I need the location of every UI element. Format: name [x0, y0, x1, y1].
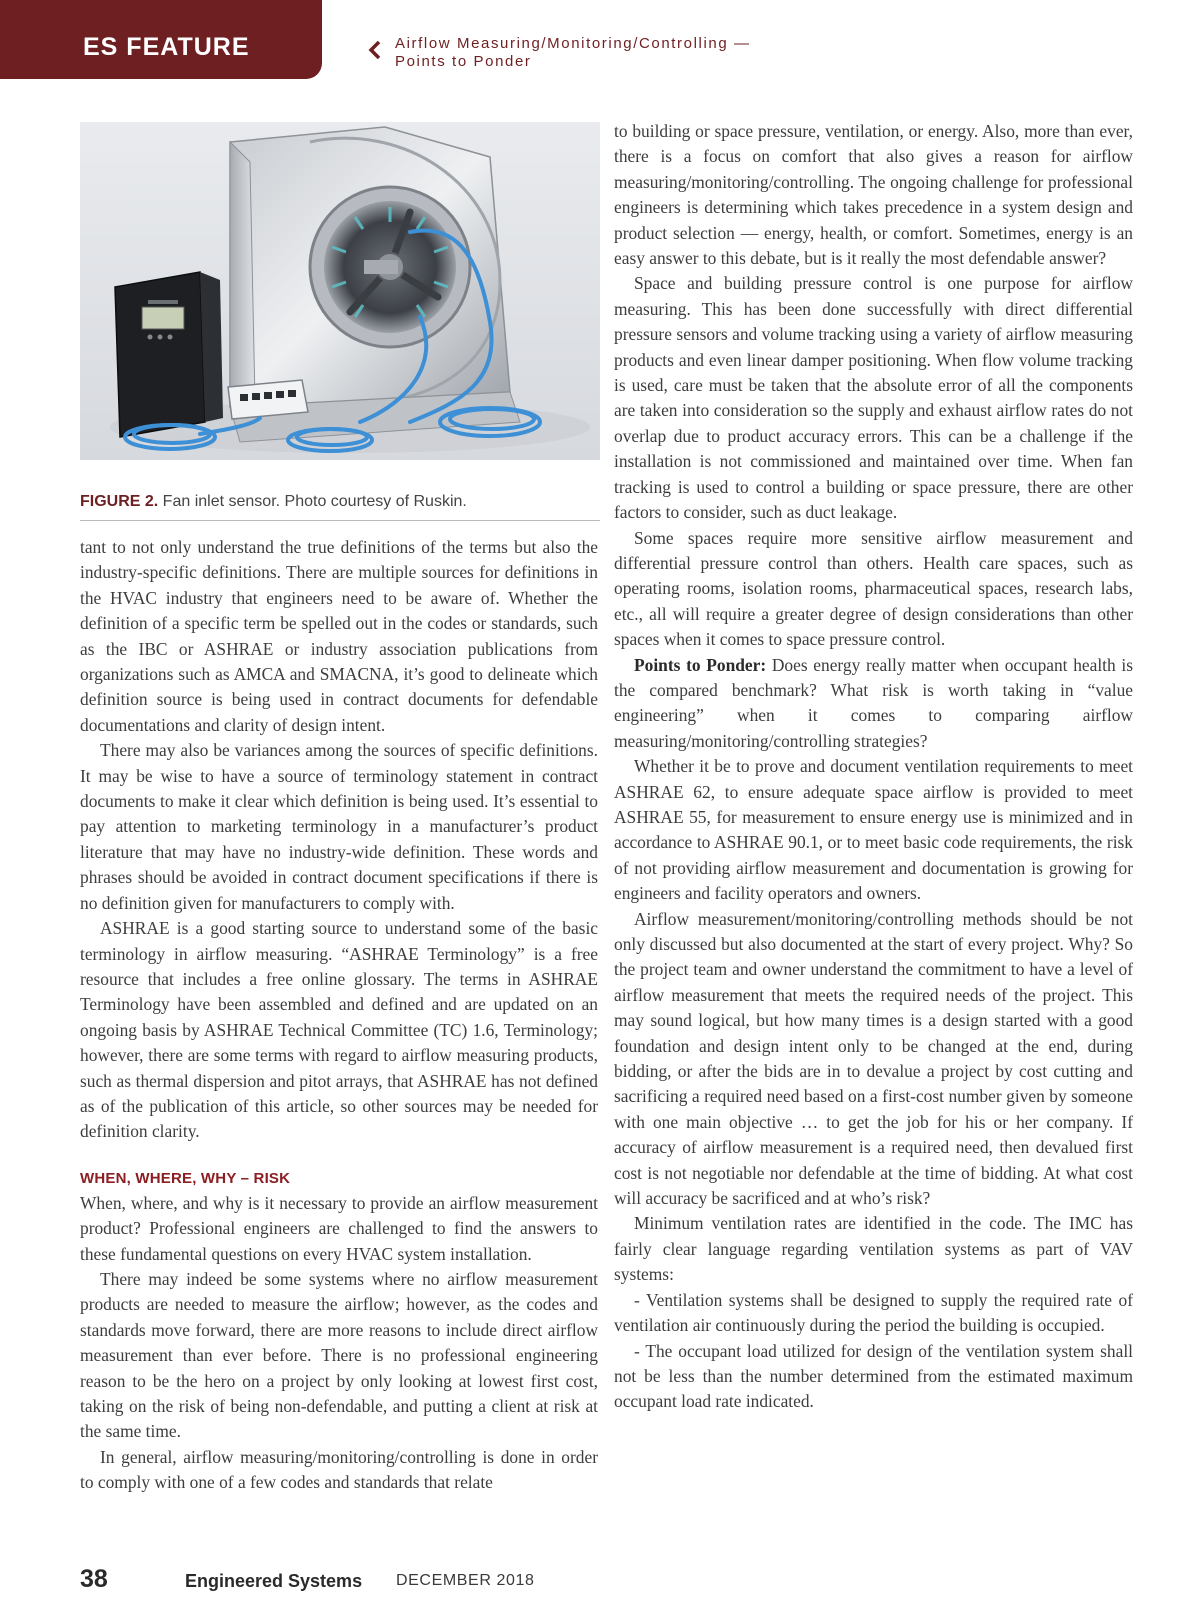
paragraph: Whether it be to prove and document ventilation requirements to meet ASHRAE 62, to ensure adequate space airflow is provided to meet ASHRAE 55, for measurement to ensure energy use is minimized and in accordance to ASHRAE 90.1, or to meet basic code requirements, the risk of not providing airflow measurement and documentation is growing for engineers and facility operators and owners.: [614, 756, 1133, 904]
left-column: [80, 535, 598, 1496]
issue-date: DECEMBER 2018: [396, 1572, 535, 1589]
right-column: [614, 119, 1133, 1415]
paragraph: When, where, and why is it necessary to provide an airflow measurement product? Professional engineers are challenged to find the answers to these fundamental questions on every HVAC system installation.: [80, 1192, 598, 1264]
paragraph: tant to not only understand the true definitions of the terms but also the industry-specific definitions. There are multiple sources for definitions in the HVAC industry that engineers need to be aware of. Whether the definition of a specific term be spelled out in the codes or standards, such as the IBC or ASHRAE or industry association publications from organizations such as AMCA and SMACNA, it’s good to delineate which definition source is being used in contract documents for defendable documentations and clarity of design intent.: [80, 537, 598, 735]
figure-caption-text: Fan inlet sensor. Photo courtesy of Ruskin.: [158, 493, 467, 510]
paragraph: Minimum ventilation rates are identified in the code. The IMC has fairly clear language regarding ventilation systems as part of VAV systems:: [614, 1213, 1133, 1285]
points-to-ponder-text: Does energy really matter when occupant health is the compared benchmark? What risk is worth taking in “value engineering” when it comes to comparing airflow measuring/monitoring/controlling strategies?: [614, 654, 1133, 751]
paragraph: Some spaces require more sensitive airflow measurement and differential pressure control than others. Health care spaces, such as operating rooms, isolation rooms, pharmaceutical spaces, research labs, etc., all will require a greater degree of design considerations than other spaces when it comes to space pressure control.: [614, 527, 1133, 650]
paragraph: There may also be variances among the sources of specific definitions. It may be wise to have a source of terminology statement in contract documents to make it clear which definition is being used. It’s essential to pay attention to marketing terminology in a manufacturer’s product literature that may have no industry-wide definition. These words and phrases should be avoided in contract document specifications if there is no definition given for manufacturers to comply with.: [80, 740, 598, 913]
list-item: - The occupant load utilized for design of the ventilation system shall not be less than the number determined from the estimated maximum occupant load rate indicated.: [614, 1340, 1133, 1412]
page-number: 38: [80, 1565, 108, 1593]
figure-label: FIGURE 2.: [80, 493, 159, 510]
breadcrumb-line-2: Points to Ponder: [395, 53, 532, 70]
section-subheading: WHEN, WHERE, WHY – RISK: [80, 1169, 291, 1187]
publication-name: Engineered Systems: [185, 1571, 363, 1591]
breadcrumb-line-1: Airflow Measuring/Monitoring/Controlling —: [395, 35, 751, 52]
caption-divider: [80, 520, 600, 521]
points-to-ponder-lead: Points to Ponder:: [634, 654, 767, 675]
paragraph-points-to-ponder: [614, 653, 1133, 755]
controller-unit: [115, 272, 223, 437]
list-item: - Ventilation systems shall be designed to supply the required rate of ventilation air continuously during the period the building is occupied.: [614, 1289, 1133, 1336]
breadcrumb[interactable]: [395, 35, 751, 71]
section-tab: [0, 0, 322, 79]
paragraph: There may indeed be some systems where no airflow measurement products are needed to measure the airflow; however, as the codes and standards move forward, there are more reasons to include direct airflow measurement than ever before. There is no professional engineering reason to be the hero on a project by only looking at lowest first cost, taking on the risk of being non-defendable, and putting a client at risk at the same time.: [80, 1268, 598, 1442]
chevron-left-icon[interactable]: [367, 40, 383, 60]
paragraph: ASHRAE is a good starting source to understand some of the basic terminology in airflow measuring. “ASHRAE Terminology” is a free resource that includes a free online glossary. The terms in ASHRAE Terminology have been assembled and defined and are updated on an ongoing basis by ASHRAE Technical Committee (TC) 1.6, Terminology; however, there are some terms with regard to airflow measuring products, such as thermal dispersion and pitot arrays, that ASHRAE has not defined as of the publication of this article, so other sources may be needed for definition clarity.: [80, 918, 598, 1142]
fan-inlet-sensor-photo: [80, 122, 600, 460]
paragraph: to building or space pressure, ventilation, or energy. Also, more than ever, there is a focus on comfort that also gives a reason for airflow measuring/monitoring/controlling. The ongoing challenge for professional engineers is determining which takes precedence in a system design and product selection — energy, health, or comfort. Sometimes, energy is an easy answer to this debate, but is it really the most defendable answer?: [614, 121, 1133, 269]
section-tab-label: ES FEATURE: [83, 33, 250, 61]
paragraph: Space and building pressure control is one purpose for airflow measuring. This has been done successfully with direct differential pressure sensors and volume tracking using a variety of airflow measuring products and even linear damper positioning. When flow volume tracking is used, care must be taken that the absolute error of all the components are taken into consideration so the supply and exhaust airflow rates do not overlap due to product accuracy errors. This can be a challenge if the installation is not commissioned and maintained over time. When fan tracking is used to control a building or space pressure, there are other factors to consider, such as duct leakage.: [614, 273, 1133, 523]
junction-box: [228, 380, 308, 419]
figure-caption: [80, 493, 467, 511]
paragraph: In general, airflow measuring/monitoring/controlling is done in order to comply with one of a few codes and standards that relate: [80, 1446, 598, 1493]
paragraph: Airflow measurement/monitoring/controlling methods should be not only discussed but also documented at the start of every project. Why? So the project team and owner understand the commitment to have a level of airflow measurement that meets the required needs of the project. This may sound logical, but how many times is a design started with a good foundation and design intent only to be changed at the end, during bidding, or after the bids are in to devalue a project by cost cutting and sacrificing a required need based on a first-cost number given by someone with one main objective … to get the job for his or her company. If accuracy of airflow measurement is a required need, then devalued first cost is not negotiable nor defendable at the time of bidding. At what cost will accuracy be sacrificed and at who’s risk?: [614, 908, 1133, 1209]
